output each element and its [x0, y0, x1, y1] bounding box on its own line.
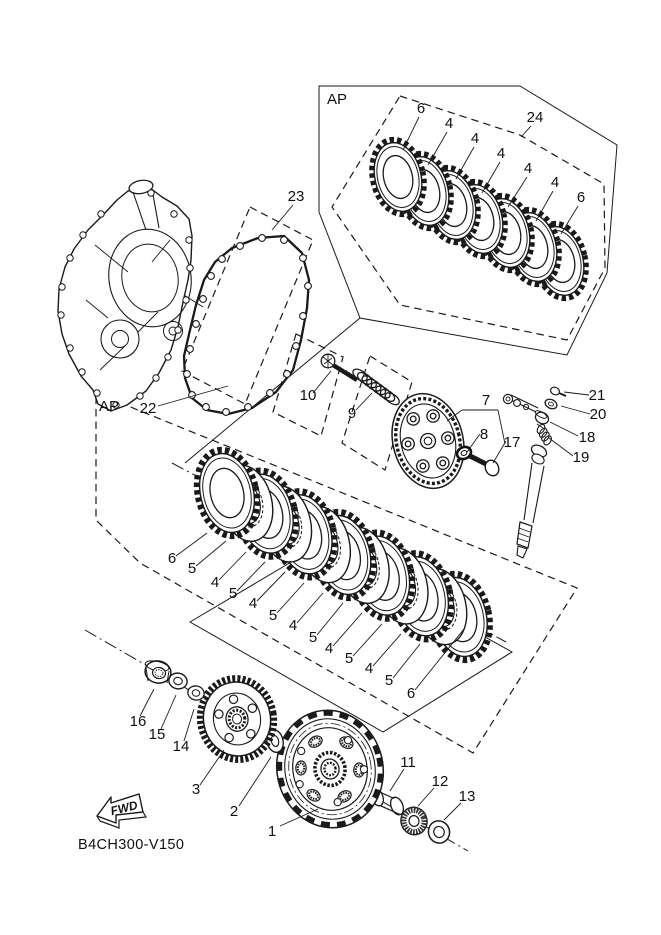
callout-7: 7: [481, 392, 491, 409]
callout-stack-5b: 5: [228, 585, 238, 602]
callout-stack-4e: 4: [364, 660, 374, 677]
callout-stack-6a: 6: [167, 550, 177, 567]
callout-top-6b: 6: [576, 189, 586, 206]
bolt-detail-box: [273, 334, 343, 436]
callout-stack-5c: 5: [268, 607, 278, 624]
callout-19: 19: [572, 449, 590, 466]
callout-21: 21: [588, 387, 606, 404]
callout-stack-4b: 4: [248, 595, 258, 612]
callout-stack-5a: 5: [187, 560, 197, 577]
callout-9: 9: [347, 405, 357, 422]
callout-8: 8: [479, 426, 489, 443]
callout-20: 20: [589, 406, 607, 423]
callout-16: 16: [129, 713, 147, 730]
cover-outline: [58, 188, 192, 411]
callout-3: 3: [191, 781, 201, 798]
push-lever-assembly: [503, 386, 566, 558]
callout-stack-4c: 4: [288, 617, 298, 634]
gasket-bolt-holes: [184, 235, 312, 416]
clutch-spring: [351, 367, 401, 407]
friction-plate-set-detail: [365, 134, 593, 303]
lever-washer: [544, 397, 559, 410]
callout-10: 10: [299, 387, 317, 404]
callout-top-4b: 4: [470, 130, 480, 147]
callout-top-4e: 4: [550, 174, 560, 191]
callout-24: 24: [526, 109, 544, 126]
callout-top-4a: 4: [444, 115, 454, 132]
lever-screw: [549, 386, 566, 396]
callout-stack-5f: 5: [384, 672, 394, 689]
clutch-cover-drawing: [58, 179, 199, 411]
callout-13: 13: [458, 788, 476, 805]
drawing-code: B4CH300-V150: [78, 837, 185, 853]
callout-1: 1: [267, 823, 277, 840]
callout-15: 15: [148, 726, 166, 743]
callout-11: 11: [400, 754, 416, 771]
callout-stack-6b: 6: [406, 685, 416, 702]
pushrod-bolt: [470, 456, 501, 478]
callout-top-4c: 4: [496, 145, 506, 162]
callout-stack-5e: 5: [344, 650, 354, 667]
callout-stack-5d: 5: [308, 629, 318, 646]
callout-23: 23: [287, 188, 305, 205]
cover-gasket-drawing: [184, 235, 312, 416]
lever-spring: [536, 423, 553, 446]
gasket-detail-box: [182, 207, 313, 404]
callout-17: 17: [503, 434, 521, 451]
callout-top-6a: 6: [416, 100, 426, 117]
callout-stack-4a: 4: [210, 574, 220, 591]
callout-top-4d: 4: [523, 160, 533, 177]
clutch-pressure-plate: [382, 386, 473, 496]
lock-washer-14: [187, 684, 206, 701]
main-detail-ap-label: AP: [99, 398, 120, 415]
callout-14: 14: [172, 738, 190, 755]
callout-22: 22: [139, 400, 157, 417]
callout-stack-4d: 4: [324, 640, 334, 657]
gasket-outline: [184, 236, 309, 414]
plain-washer-13: [426, 818, 453, 846]
callout-18: 18: [578, 429, 596, 446]
callout-12: 12: [431, 773, 449, 790]
callout-2: 2: [229, 803, 239, 820]
top-detail-ap-label: AP: [327, 91, 348, 108]
lever-shaft: [524, 463, 544, 523]
clutch-boss-hub: [194, 673, 280, 765]
clutch-housing-basket: [265, 700, 395, 839]
fwd-label: FWD: [109, 798, 139, 819]
fwd-direction-arrow: [97, 794, 146, 828]
